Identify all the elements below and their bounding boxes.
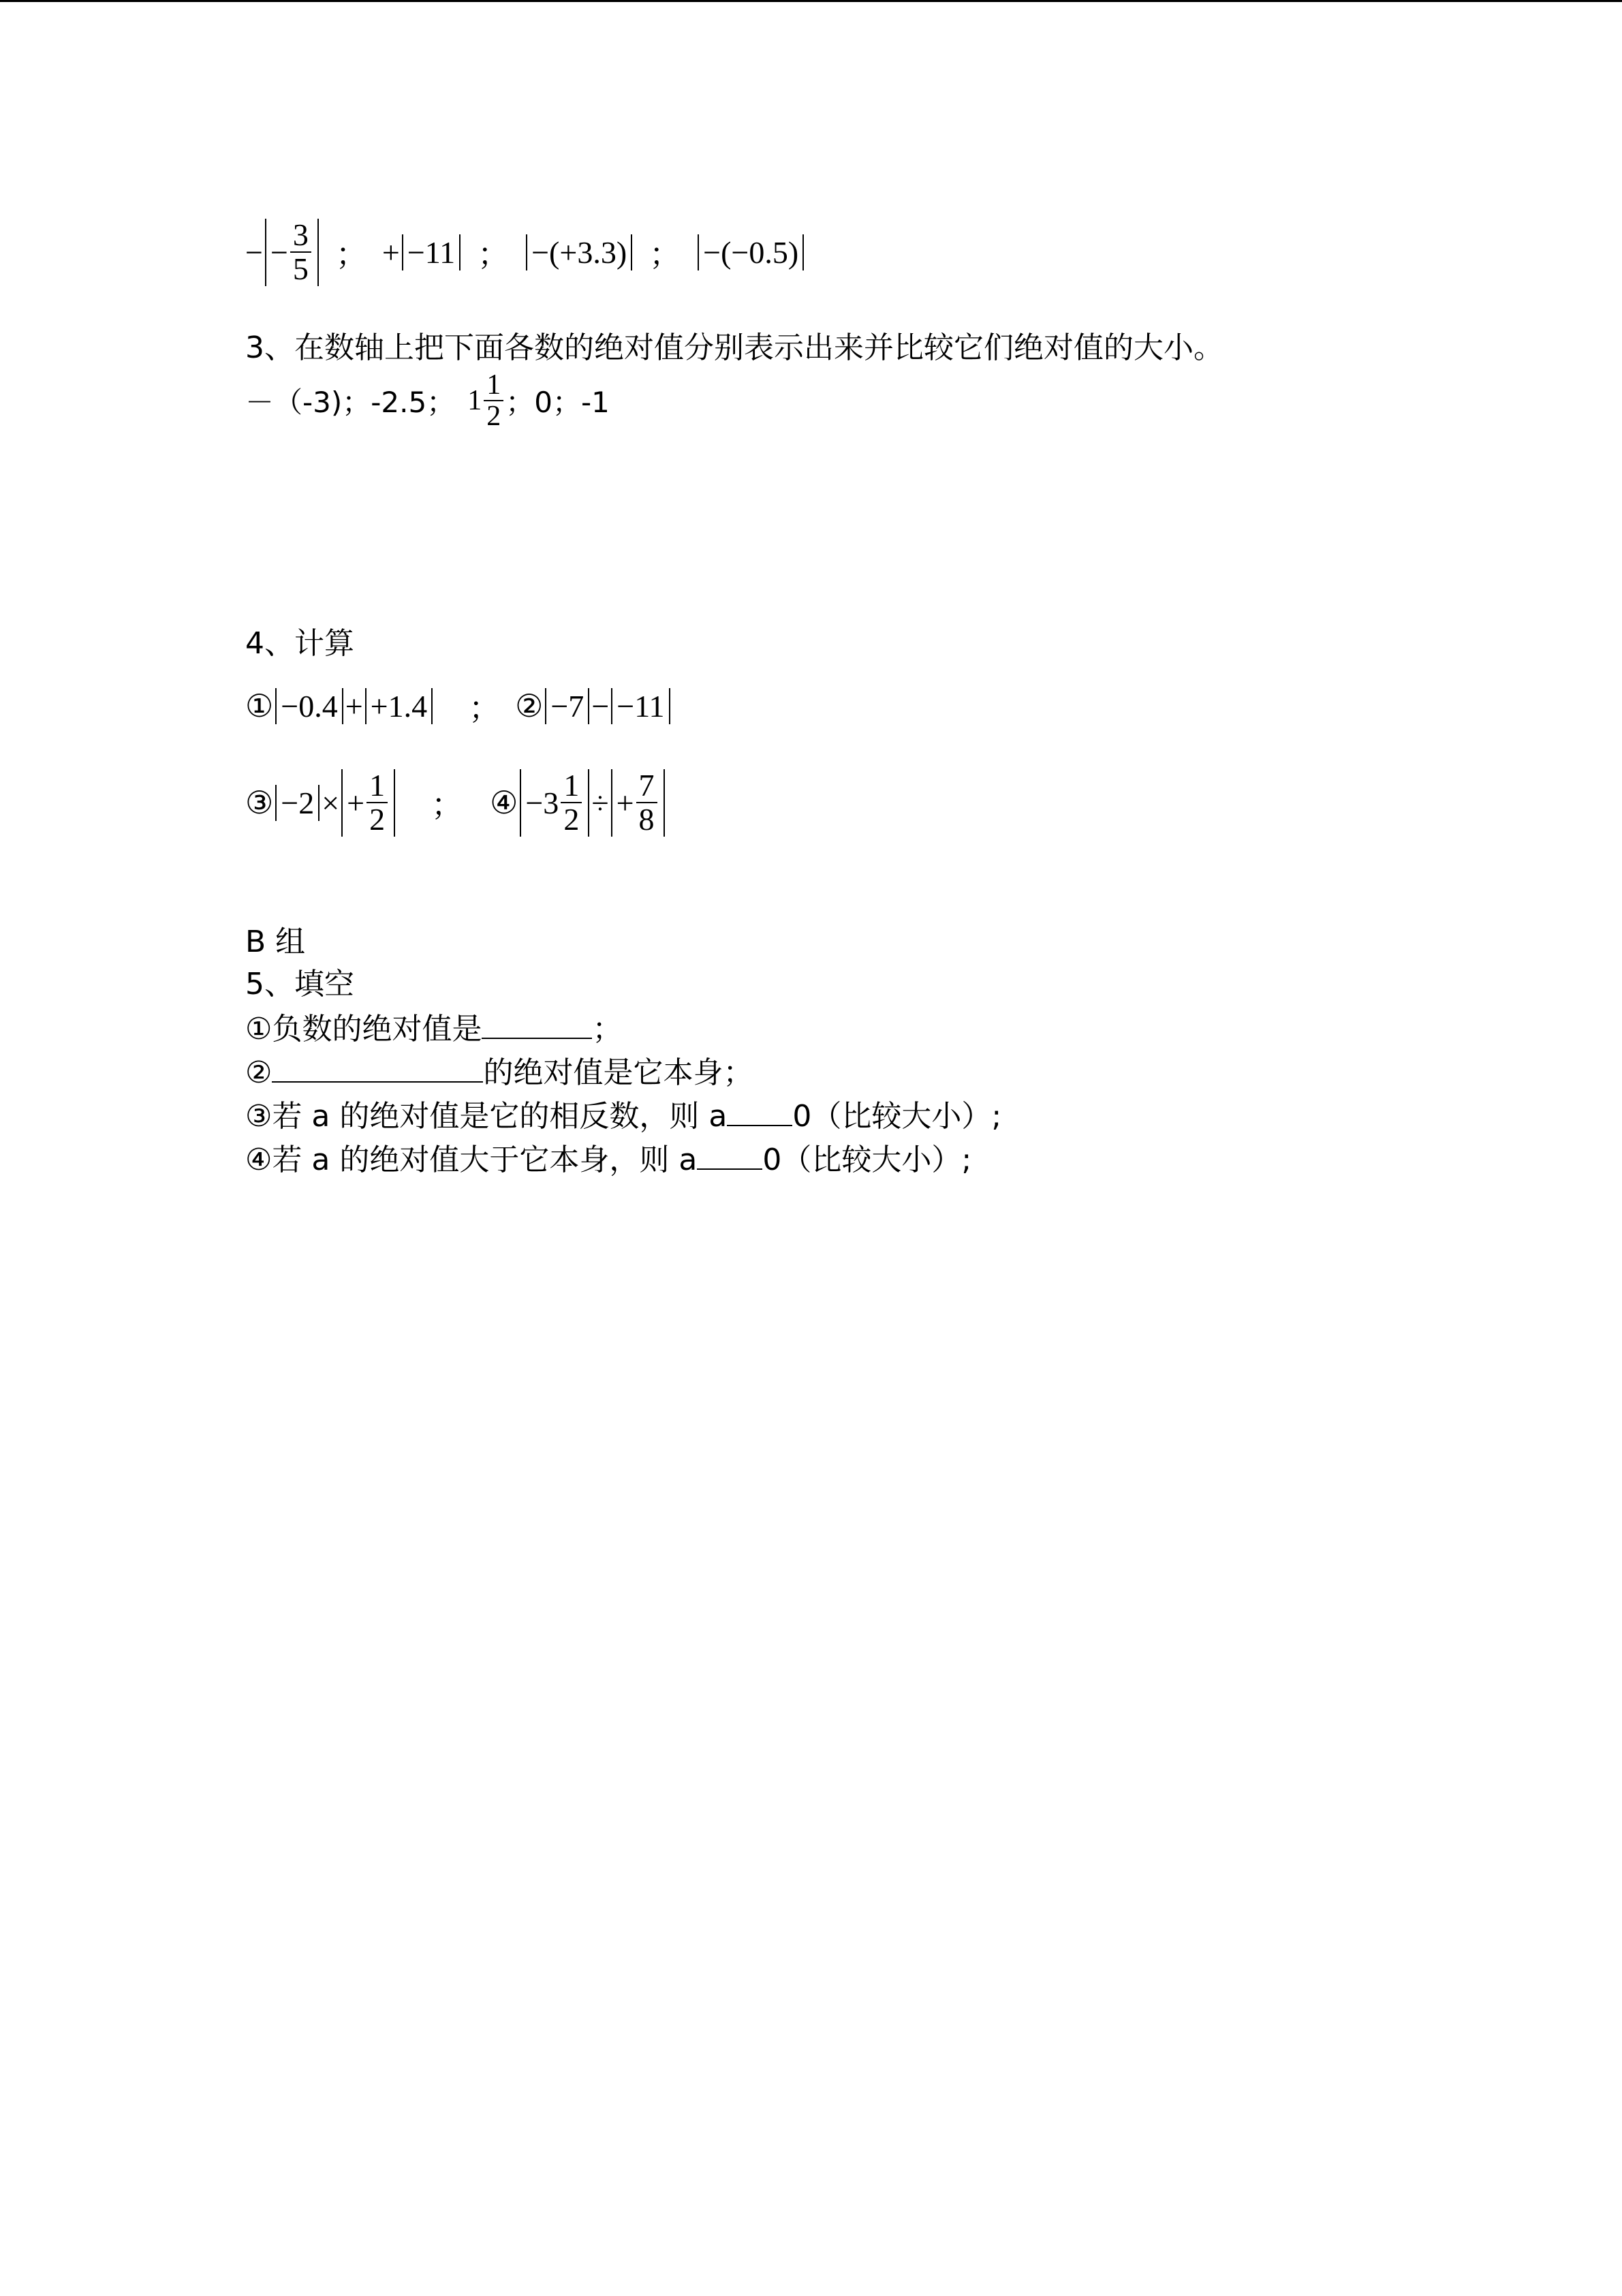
separator: ； (649, 236, 681, 273)
expr3-inner: −(+3.3) (531, 234, 627, 270)
answer-blank-2[interactable] (272, 1051, 483, 1083)
p3-mark: ③ (245, 784, 274, 822)
p2-b: −11 (617, 688, 665, 724)
q5-line4-pre: ④若 a 的绝对值大于它本身，则 a (245, 1143, 698, 1177)
q5-line3-pre: ③若 a 的绝对值是它的相反数，则 a (245, 1099, 728, 1134)
expr4-abs (698, 234, 804, 270)
q5-line1-pre: ①负数的绝对值是 (245, 1012, 482, 1046)
p2-abs-a (545, 688, 589, 724)
expr2-inner: −11 (407, 234, 456, 270)
p1-abs-a (275, 688, 343, 724)
q5-line3-post: 0（比较大小）; (792, 1099, 1002, 1134)
p3-b-numerator: 1 (366, 769, 388, 803)
p4-a-denominator: 2 (563, 802, 580, 837)
expr2-prefix: + (381, 234, 400, 270)
q3-mixed-denominator: 2 (486, 401, 501, 433)
p3-b-denominator: 2 (369, 802, 386, 837)
q5-line4 (245, 1138, 971, 1181)
q3-items-b: ；0；-1 (505, 386, 610, 420)
q3-mixed-numerator: 1 (484, 370, 503, 401)
worksheet-page (0, 2, 1622, 2296)
q5-line4-post: 0（比较大小）; (762, 1143, 972, 1177)
p2-op: − (591, 688, 610, 724)
p4-abs-a (520, 769, 589, 837)
p4-a-numerator: 1 (561, 769, 582, 803)
p4-mark: ④ (490, 784, 518, 822)
p3-abs-a (275, 785, 319, 821)
expr4-inner: −(−0.5) (703, 234, 799, 270)
group-b-label: B 组 (245, 925, 306, 959)
expr1-inner-sign: − (270, 234, 288, 270)
separator: ； (478, 236, 510, 273)
expr3-abs (526, 234, 632, 270)
q3-numbers (245, 370, 610, 431)
q4-title: 4、计算 (245, 626, 354, 661)
p3-op: × (322, 785, 340, 820)
answer-blank-1[interactable] (482, 1008, 592, 1039)
p2-a: −7 (550, 688, 584, 724)
q3-mixed-fraction (484, 370, 503, 431)
p4-a-fraction (561, 769, 582, 837)
p3-abs-b (341, 769, 395, 837)
q5-title: 5、填空 (245, 967, 354, 1002)
p2-abs-b (611, 688, 670, 724)
p1-a: −0.4 (281, 688, 338, 724)
q3-items-a: －（-3)；-2.5； (245, 386, 456, 420)
expr1-numerator: 3 (290, 219, 311, 253)
separator: ； (431, 786, 463, 824)
p4-b-fraction (636, 769, 657, 837)
expr1-denominator: 5 (292, 251, 309, 287)
abs-expressions-row (245, 219, 806, 286)
expr2-abs (402, 234, 461, 270)
p4-abs-b (611, 769, 665, 837)
expr1-fraction (290, 219, 311, 286)
p4-a-sign: −3 (525, 785, 559, 820)
q4-row2 (245, 769, 667, 837)
p1-abs-b (365, 688, 433, 724)
q5-line2-pre: ② (245, 1055, 272, 1090)
q4-row1 (245, 683, 672, 728)
p3-b-sign: + (347, 785, 365, 820)
p1-mark: ① (245, 687, 274, 724)
q5-line2 (245, 1051, 753, 1093)
answer-blank-3[interactable] (727, 1095, 792, 1126)
p4-op: ÷ (591, 785, 609, 820)
expr1-sign: − (245, 234, 263, 270)
q5-line1-post: ； (592, 1012, 623, 1046)
p3-b-fraction (366, 769, 388, 837)
p4-b-denominator: 8 (638, 802, 655, 837)
q5-line3 (245, 1095, 1001, 1137)
separator: ； (335, 236, 367, 273)
expr1-abs (265, 219, 319, 286)
p1-b: +1.4 (370, 688, 428, 724)
q5-line2-post: 的绝对值是它本身； (483, 1055, 753, 1090)
p4-b-numerator: 7 (636, 769, 657, 803)
answer-blank-4[interactable] (697, 1138, 762, 1170)
q5-line1 (245, 1008, 622, 1050)
p1-op: + (345, 688, 363, 724)
p3-a: −2 (281, 785, 315, 820)
q3-title: 3、在数轴上把下面各数的绝对值分别表示出来并比较它们绝对值的大小。 (245, 330, 1223, 365)
separator: ； (469, 689, 501, 726)
p4-b-sign: + (616, 785, 634, 820)
q3-mixed-whole: 1 (467, 385, 482, 417)
p2-mark: ② (515, 687, 544, 724)
